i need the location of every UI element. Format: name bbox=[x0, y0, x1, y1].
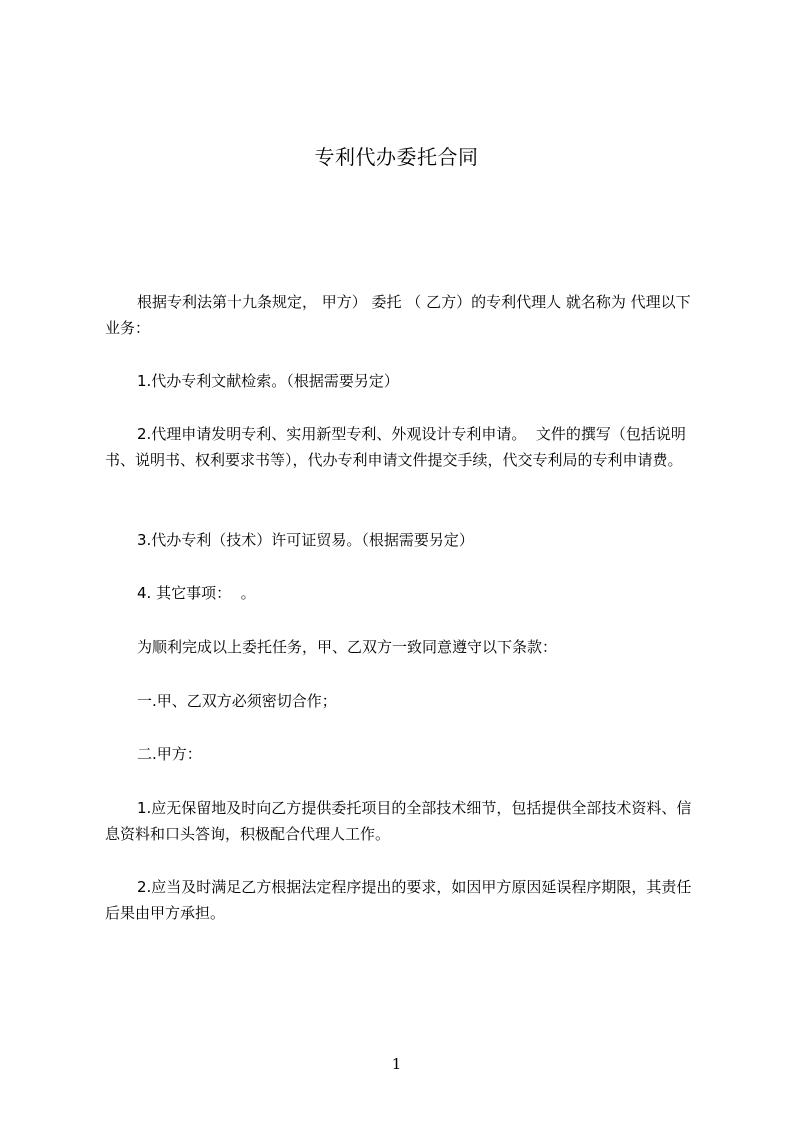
clause-one: 一.甲、乙双方必须密切合作； bbox=[137, 692, 337, 710]
paragraph-item-1: 1.代办专利文献检索。（根据需要另定） bbox=[137, 372, 399, 390]
clause-two-item-2: 2.应当及时满足乙方根据法定程序提出的要求，如因甲方原因延误程序期限，其责任后果由甲方承担。 bbox=[105, 878, 692, 922]
paragraph-item-2: 2.代理申请发明专利、实用新型专利、外观设计专利申请。 文件的撰写（包括说明书、说明书、权利要求书等），代办专利申请文件提交手续，代交专利局的专利申请费。 bbox=[105, 425, 686, 469]
clause-two-item-1: 1.应无保留地及时向乙方提供委托项目的全部技术细节，包括提供全部技术资料、信息资料和口头答询，积极配合代理人工作。 bbox=[105, 799, 692, 843]
page-number: 1 bbox=[391, 1055, 402, 1073]
paragraph-intro: 根据专利法第十九条规定， 甲方） 委托 （ 乙方）的专利代理人 就名称为 代理以下业务： bbox=[105, 293, 691, 337]
paragraph-agreement: 为顺利完成以上委托任务，甲、乙双方一致同意遵守以下条款： bbox=[137, 638, 558, 656]
document-title: 专利代办委托合同 bbox=[314, 145, 479, 169]
paragraph-item-4: 4. 其它事项： 。 bbox=[137, 584, 256, 602]
clause-two-heading: 二.甲方： bbox=[137, 745, 202, 763]
paragraph-item-3: 3.代办专利（技术）许可证贸易。（根据需要另定） bbox=[137, 531, 474, 549]
